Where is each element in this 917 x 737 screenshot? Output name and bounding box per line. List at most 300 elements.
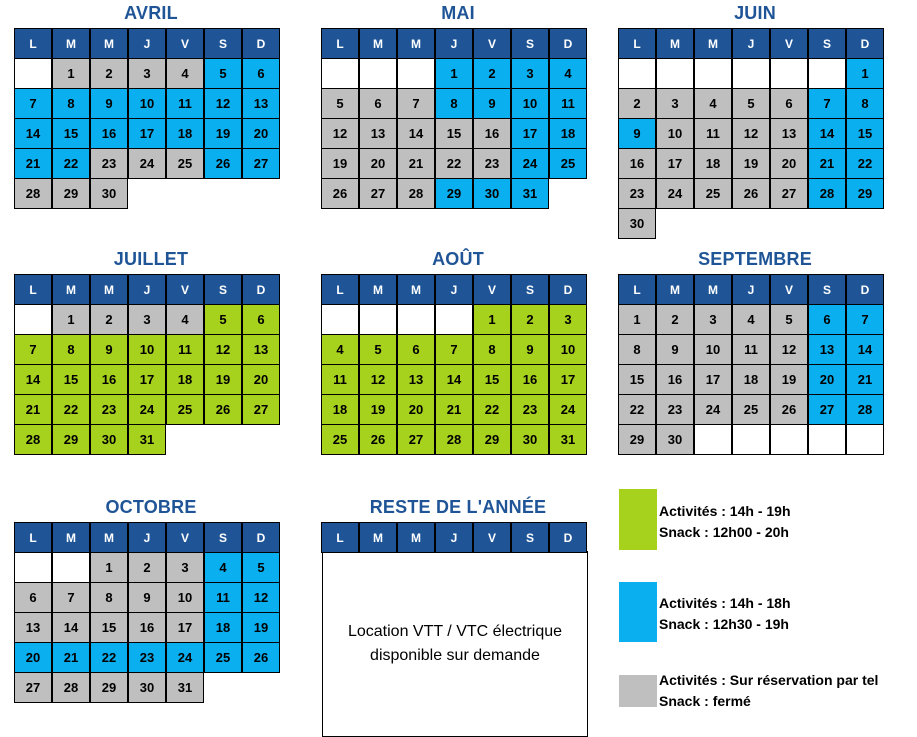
day-header: D bbox=[549, 274, 587, 305]
month-title: JUIN bbox=[734, 3, 776, 23]
day-cell: 21 bbox=[397, 148, 435, 179]
day-cell: 5 bbox=[321, 88, 359, 119]
day-cell: 4 bbox=[732, 304, 770, 335]
day-cell: 19 bbox=[204, 364, 242, 395]
day-header: S bbox=[204, 522, 242, 553]
day-cell: 9 bbox=[90, 88, 128, 119]
day-cell: 3 bbox=[128, 304, 166, 335]
day-cell: 31 bbox=[166, 672, 204, 703]
calendar-septembre bbox=[619, 248, 891, 454]
day-cell: 28 bbox=[14, 178, 52, 209]
day-cell: 13 bbox=[808, 334, 846, 365]
day-cell: 25 bbox=[732, 394, 770, 425]
day-cell: 18 bbox=[166, 118, 204, 149]
day-header: S bbox=[204, 28, 242, 59]
blank-slot bbox=[204, 672, 242, 703]
month-grid bbox=[15, 28, 287, 208]
day-cell: 1 bbox=[618, 304, 656, 335]
day-cell: 28 bbox=[435, 424, 473, 455]
day-header: L bbox=[321, 522, 359, 553]
day-cell: 25 bbox=[166, 148, 204, 179]
blank-slot bbox=[808, 208, 846, 239]
day-cell: 19 bbox=[204, 118, 242, 149]
day-header: L bbox=[618, 28, 656, 59]
day-cell: 18 bbox=[694, 148, 732, 179]
day-header: M bbox=[359, 522, 397, 553]
day-cell: 26 bbox=[359, 424, 397, 455]
day-cell: 17 bbox=[511, 118, 549, 149]
day-cell: 17 bbox=[549, 364, 587, 395]
day-header: M bbox=[656, 28, 694, 59]
day-cell: 5 bbox=[204, 304, 242, 335]
day-cell: 10 bbox=[694, 334, 732, 365]
day-cell: 13 bbox=[14, 612, 52, 643]
day-header: D bbox=[242, 274, 280, 305]
empty-day-cell bbox=[846, 424, 884, 455]
day-cell: 1 bbox=[473, 304, 511, 335]
day-header: D bbox=[549, 28, 587, 59]
day-cell: 20 bbox=[14, 642, 52, 673]
day-cell: 16 bbox=[473, 118, 511, 149]
day-cell: 16 bbox=[511, 364, 549, 395]
day-cell: 9 bbox=[90, 334, 128, 365]
day-cell: 28 bbox=[397, 178, 435, 209]
day-cell: 6 bbox=[397, 334, 435, 365]
day-cell: 1 bbox=[52, 58, 90, 89]
empty-day-cell bbox=[52, 552, 90, 583]
day-header: V bbox=[166, 28, 204, 59]
day-cell: 4 bbox=[694, 88, 732, 119]
day-cell: 29 bbox=[618, 424, 656, 455]
blank-slot bbox=[770, 208, 808, 239]
day-header: V bbox=[473, 522, 511, 553]
day-cell: 24 bbox=[549, 394, 587, 425]
day-cell: 25 bbox=[694, 178, 732, 209]
day-cell: 24 bbox=[511, 148, 549, 179]
day-cell: 10 bbox=[128, 334, 166, 365]
empty-day-cell bbox=[770, 424, 808, 455]
day-cell: 12 bbox=[770, 334, 808, 365]
day-header: V bbox=[166, 274, 204, 305]
legend-swatch bbox=[619, 675, 657, 707]
day-cell: 26 bbox=[732, 178, 770, 209]
day-cell: 1 bbox=[846, 58, 884, 89]
day-cell: 14 bbox=[846, 334, 884, 365]
day-cell: 9 bbox=[618, 118, 656, 149]
calendar-aout bbox=[322, 248, 594, 454]
day-cell: 16 bbox=[618, 148, 656, 179]
day-cell: 26 bbox=[321, 178, 359, 209]
day-cell: 19 bbox=[732, 148, 770, 179]
blank-slot bbox=[204, 178, 242, 209]
day-cell: 27 bbox=[808, 394, 846, 425]
day-cell: 18 bbox=[549, 118, 587, 149]
empty-day-cell bbox=[321, 304, 359, 335]
day-cell: 31 bbox=[549, 424, 587, 455]
day-cell: 4 bbox=[204, 552, 242, 583]
day-cell: 29 bbox=[473, 424, 511, 455]
blank-slot bbox=[128, 178, 166, 209]
day-cell: 19 bbox=[321, 148, 359, 179]
day-cell: 30 bbox=[90, 424, 128, 455]
day-header: D bbox=[242, 522, 280, 553]
day-cell: 26 bbox=[242, 642, 280, 673]
calendar-juin bbox=[619, 2, 891, 238]
day-cell: 18 bbox=[204, 612, 242, 643]
day-cell: 11 bbox=[321, 364, 359, 395]
day-cell: 8 bbox=[52, 334, 90, 365]
day-cell: 29 bbox=[52, 424, 90, 455]
day-cell: 7 bbox=[846, 304, 884, 335]
empty-day-cell bbox=[656, 58, 694, 89]
legend-activites: Activités : Sur réservation par tel bbox=[659, 672, 879, 688]
blank-slot bbox=[656, 208, 694, 239]
empty-day-cell bbox=[397, 304, 435, 335]
day-cell: 8 bbox=[846, 88, 884, 119]
day-cell: 3 bbox=[511, 58, 549, 89]
day-cell: 2 bbox=[90, 304, 128, 335]
day-header: S bbox=[511, 28, 549, 59]
day-cell: 2 bbox=[511, 304, 549, 335]
day-cell: 12 bbox=[204, 88, 242, 119]
day-cell: 25 bbox=[204, 642, 242, 673]
day-header: L bbox=[14, 28, 52, 59]
day-cell: 3 bbox=[128, 58, 166, 89]
day-header: J bbox=[128, 274, 166, 305]
month-title: SEPTEMBRE bbox=[698, 249, 812, 269]
day-cell: 14 bbox=[435, 364, 473, 395]
empty-day-cell bbox=[770, 58, 808, 89]
day-cell: 7 bbox=[14, 88, 52, 119]
day-header: D bbox=[846, 274, 884, 305]
day-cell: 11 bbox=[166, 334, 204, 365]
empty-day-cell bbox=[359, 58, 397, 89]
month-grid bbox=[15, 274, 287, 454]
empty-day-cell bbox=[808, 58, 846, 89]
day-cell: 7 bbox=[52, 582, 90, 613]
day-header: V bbox=[770, 28, 808, 59]
day-cell: 3 bbox=[694, 304, 732, 335]
day-cell: 7 bbox=[14, 334, 52, 365]
blank-slot bbox=[242, 672, 280, 703]
day-cell: 23 bbox=[618, 178, 656, 209]
day-header: M bbox=[397, 28, 435, 59]
day-header: V bbox=[770, 274, 808, 305]
day-cell: 22 bbox=[846, 148, 884, 179]
day-cell: 7 bbox=[397, 88, 435, 119]
legend-snack: Snack : fermé bbox=[659, 693, 751, 709]
day-header: S bbox=[511, 274, 549, 305]
day-cell: 6 bbox=[359, 88, 397, 119]
day-cell: 14 bbox=[808, 118, 846, 149]
day-cell: 15 bbox=[473, 364, 511, 395]
day-cell: 15 bbox=[846, 118, 884, 149]
legend-snack: Snack : 12h00 - 20h bbox=[659, 524, 789, 540]
day-cell: 13 bbox=[242, 88, 280, 119]
day-cell: 17 bbox=[166, 612, 204, 643]
day-cell: 10 bbox=[511, 88, 549, 119]
day-cell: 27 bbox=[242, 394, 280, 425]
day-header: D bbox=[846, 28, 884, 59]
day-cell: 17 bbox=[694, 364, 732, 395]
empty-day-cell bbox=[732, 424, 770, 455]
day-header: S bbox=[808, 274, 846, 305]
rest-info-line-1: Location VTT / VTC électrique bbox=[347, 623, 563, 640]
day-cell: 15 bbox=[618, 364, 656, 395]
day-header: L bbox=[618, 274, 656, 305]
day-cell: 23 bbox=[128, 642, 166, 673]
day-header: J bbox=[435, 28, 473, 59]
day-header: M bbox=[90, 522, 128, 553]
day-cell: 28 bbox=[846, 394, 884, 425]
day-cell: 7 bbox=[808, 88, 846, 119]
day-cell: 26 bbox=[770, 394, 808, 425]
calendar-octobre bbox=[15, 496, 287, 702]
day-cell: 31 bbox=[128, 424, 166, 455]
day-cell: 22 bbox=[435, 148, 473, 179]
empty-day-cell bbox=[397, 58, 435, 89]
day-cell: 5 bbox=[242, 552, 280, 583]
day-cell: 28 bbox=[808, 178, 846, 209]
day-cell: 2 bbox=[473, 58, 511, 89]
empty-day-cell bbox=[321, 58, 359, 89]
day-cell: 8 bbox=[52, 88, 90, 119]
day-cell: 24 bbox=[128, 394, 166, 425]
day-cell: 19 bbox=[770, 364, 808, 395]
day-cell: 29 bbox=[435, 178, 473, 209]
blank-slot bbox=[242, 424, 280, 455]
calendar-juillet bbox=[15, 248, 287, 454]
day-header: M bbox=[694, 274, 732, 305]
day-cell: 15 bbox=[52, 118, 90, 149]
day-cell: 24 bbox=[166, 642, 204, 673]
day-cell: 10 bbox=[128, 88, 166, 119]
day-cell: 25 bbox=[166, 394, 204, 425]
day-header: J bbox=[128, 28, 166, 59]
blank-slot bbox=[166, 178, 204, 209]
day-cell: 18 bbox=[321, 394, 359, 425]
day-cell: 5 bbox=[770, 304, 808, 335]
day-cell: 12 bbox=[204, 334, 242, 365]
day-header: S bbox=[511, 522, 549, 553]
day-cell: 16 bbox=[90, 364, 128, 395]
day-cell: 24 bbox=[694, 394, 732, 425]
day-cell: 27 bbox=[359, 178, 397, 209]
day-header: M bbox=[397, 522, 435, 553]
day-cell: 23 bbox=[90, 394, 128, 425]
rest-info-box bbox=[322, 551, 588, 737]
day-header: M bbox=[90, 274, 128, 305]
day-cell: 13 bbox=[397, 364, 435, 395]
day-cell: 27 bbox=[242, 148, 280, 179]
day-cell: 11 bbox=[694, 118, 732, 149]
day-cell: 28 bbox=[52, 672, 90, 703]
blank-slot bbox=[694, 208, 732, 239]
day-cell: 21 bbox=[52, 642, 90, 673]
day-header: D bbox=[549, 522, 587, 553]
day-header: M bbox=[52, 274, 90, 305]
day-cell: 16 bbox=[128, 612, 166, 643]
empty-day-cell bbox=[14, 58, 52, 89]
day-cell: 3 bbox=[166, 552, 204, 583]
day-header: L bbox=[14, 274, 52, 305]
blank-slot bbox=[166, 424, 204, 455]
day-cell: 20 bbox=[770, 148, 808, 179]
day-cell: 22 bbox=[52, 148, 90, 179]
day-cell: 25 bbox=[549, 148, 587, 179]
day-cell: 27 bbox=[14, 672, 52, 703]
day-header: M bbox=[359, 28, 397, 59]
legend-activites: Activités : 14h - 19h bbox=[659, 503, 791, 519]
day-cell: 2 bbox=[656, 304, 694, 335]
day-header: J bbox=[435, 522, 473, 553]
month-grid bbox=[322, 28, 594, 208]
day-cell: 29 bbox=[90, 672, 128, 703]
day-cell: 30 bbox=[656, 424, 694, 455]
day-header: L bbox=[14, 522, 52, 553]
day-cell: 18 bbox=[166, 364, 204, 395]
day-header: M bbox=[90, 28, 128, 59]
empty-day-cell bbox=[435, 304, 473, 335]
day-header: M bbox=[52, 28, 90, 59]
empty-day-cell bbox=[694, 58, 732, 89]
day-cell: 22 bbox=[90, 642, 128, 673]
day-cell: 21 bbox=[435, 394, 473, 425]
day-cell: 28 bbox=[14, 424, 52, 455]
empty-day-cell bbox=[618, 58, 656, 89]
day-cell: 17 bbox=[656, 148, 694, 179]
day-cell: 5 bbox=[732, 88, 770, 119]
day-cell: 15 bbox=[435, 118, 473, 149]
legend-activites: Activités : 14h - 18h bbox=[659, 595, 791, 611]
day-cell: 12 bbox=[732, 118, 770, 149]
blank-slot bbox=[732, 208, 770, 239]
day-header: M bbox=[656, 274, 694, 305]
day-cell: 25 bbox=[321, 424, 359, 455]
day-cell: 2 bbox=[90, 58, 128, 89]
day-cell: 26 bbox=[204, 394, 242, 425]
day-cell: 20 bbox=[242, 118, 280, 149]
day-cell: 6 bbox=[770, 88, 808, 119]
month-grid bbox=[619, 274, 891, 454]
day-cell: 17 bbox=[128, 364, 166, 395]
day-cell: 5 bbox=[204, 58, 242, 89]
month-grid bbox=[619, 28, 891, 238]
day-cell: 21 bbox=[846, 364, 884, 395]
day-cell: 8 bbox=[618, 334, 656, 365]
day-header: L bbox=[321, 274, 359, 305]
day-cell: 26 bbox=[204, 148, 242, 179]
day-header: J bbox=[128, 522, 166, 553]
day-cell: 13 bbox=[770, 118, 808, 149]
day-cell: 18 bbox=[732, 364, 770, 395]
day-cell: 14 bbox=[14, 118, 52, 149]
rest-info-line-2: disponible sur demande bbox=[370, 647, 540, 664]
day-cell: 12 bbox=[321, 118, 359, 149]
legend-swatch bbox=[619, 489, 657, 550]
calendar-avril bbox=[15, 2, 287, 208]
day-cell: 11 bbox=[166, 88, 204, 119]
day-cell: 9 bbox=[473, 88, 511, 119]
day-cell: 20 bbox=[359, 148, 397, 179]
day-cell: 10 bbox=[656, 118, 694, 149]
day-header: M bbox=[397, 274, 435, 305]
day-cell: 2 bbox=[618, 88, 656, 119]
day-cell: 19 bbox=[242, 612, 280, 643]
day-cell: 14 bbox=[14, 364, 52, 395]
day-cell: 23 bbox=[656, 394, 694, 425]
day-cell: 27 bbox=[397, 424, 435, 455]
day-cell: 30 bbox=[90, 178, 128, 209]
day-cell: 30 bbox=[128, 672, 166, 703]
day-cell: 4 bbox=[166, 58, 204, 89]
day-cell: 11 bbox=[732, 334, 770, 365]
blank-slot bbox=[242, 178, 280, 209]
day-cell: 1 bbox=[90, 552, 128, 583]
month-title: JUILLET bbox=[113, 249, 189, 269]
day-header: M bbox=[694, 28, 732, 59]
calendar-reste-annee bbox=[322, 496, 594, 737]
day-cell: 6 bbox=[242, 58, 280, 89]
day-cell: 30 bbox=[511, 424, 549, 455]
blank-slot bbox=[204, 424, 242, 455]
day-cell: 9 bbox=[656, 334, 694, 365]
day-cell: 16 bbox=[90, 118, 128, 149]
empty-day-cell bbox=[732, 58, 770, 89]
day-cell: 19 bbox=[359, 394, 397, 425]
day-cell: 29 bbox=[52, 178, 90, 209]
day-cell: 23 bbox=[473, 148, 511, 179]
day-header: J bbox=[732, 28, 770, 59]
day-cell: 16 bbox=[656, 364, 694, 395]
day-cell: 6 bbox=[808, 304, 846, 335]
month-title: OCTOBRE bbox=[105, 497, 197, 517]
day-header: M bbox=[52, 522, 90, 553]
day-cell: 8 bbox=[435, 88, 473, 119]
day-cell: 8 bbox=[473, 334, 511, 365]
legend-snack: Snack : 12h30 - 19h bbox=[659, 616, 789, 632]
day-cell: 23 bbox=[90, 148, 128, 179]
day-cell: 17 bbox=[128, 118, 166, 149]
day-cell: 7 bbox=[435, 334, 473, 365]
empty-day-cell bbox=[14, 304, 52, 335]
day-cell: 15 bbox=[90, 612, 128, 643]
empty-day-cell bbox=[14, 552, 52, 583]
day-cell: 1 bbox=[52, 304, 90, 335]
day-cell: 31 bbox=[511, 178, 549, 209]
day-cell: 14 bbox=[52, 612, 90, 643]
day-cell: 8 bbox=[90, 582, 128, 613]
day-cell: 21 bbox=[808, 148, 846, 179]
day-cell: 29 bbox=[846, 178, 884, 209]
day-header: V bbox=[166, 522, 204, 553]
day-cell: 22 bbox=[473, 394, 511, 425]
day-cell: 4 bbox=[549, 58, 587, 89]
empty-day-cell bbox=[359, 304, 397, 335]
month-title: AVRIL bbox=[124, 3, 178, 23]
day-cell: 10 bbox=[549, 334, 587, 365]
month-title: MAI bbox=[441, 3, 475, 23]
day-cell: 11 bbox=[549, 88, 587, 119]
day-cell: 30 bbox=[618, 208, 656, 239]
day-cell: 23 bbox=[511, 394, 549, 425]
day-header: M bbox=[359, 274, 397, 305]
day-cell: 5 bbox=[359, 334, 397, 365]
day-cell: 13 bbox=[359, 118, 397, 149]
day-cell: 21 bbox=[14, 394, 52, 425]
day-cell: 12 bbox=[242, 582, 280, 613]
day-cell: 27 bbox=[770, 178, 808, 209]
